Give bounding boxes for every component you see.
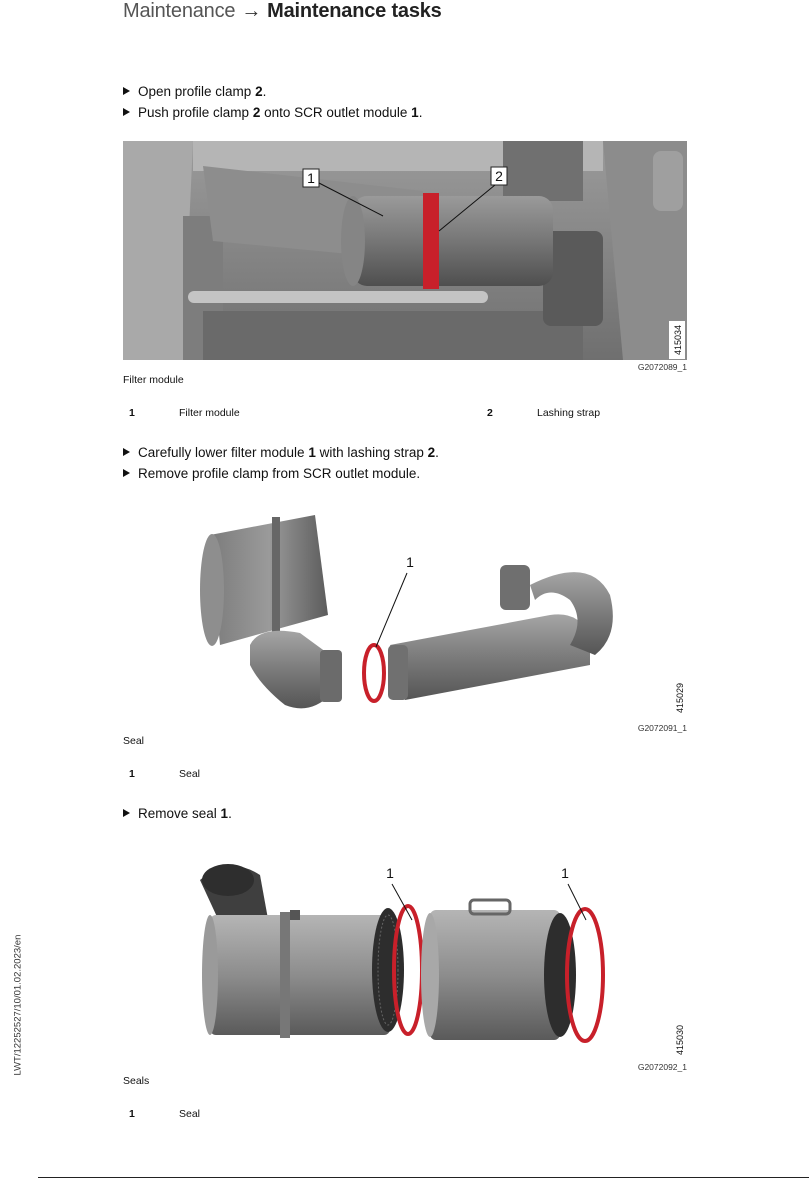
step-bullet-icon (123, 469, 130, 477)
figure-caption: Filter module (123, 374, 184, 386)
figure-graphic-id: G2072091_1 (637, 723, 687, 733)
figure-image-number: 415034 (673, 324, 683, 355)
step-bullet-icon (123, 448, 130, 456)
legend-number: 2 (487, 407, 493, 419)
step-text: . (228, 806, 232, 821)
figure-seals (190, 850, 687, 1060)
step-item (123, 806, 232, 821)
legend-number: 1 (129, 768, 135, 780)
step-text: Remove profile clamp from SCR outlet module. (138, 466, 421, 481)
step-item (123, 466, 420, 481)
legend-text: Seal (179, 1108, 201, 1120)
breadcrumb-section: Maintenance (123, 0, 236, 22)
step-item (123, 84, 266, 99)
legend-number: 1 (129, 407, 135, 419)
figure-graphic-id: G2072092_1 (637, 1062, 687, 1072)
legend-text: Seal (179, 768, 201, 780)
step-text: Open profile clamp (138, 84, 256, 99)
figure-callout: 1 (406, 554, 414, 570)
step-ref: 1 (220, 806, 229, 821)
seal-ring-highlight (364, 645, 384, 701)
breadcrumb-topic: Maintenance tasks (267, 0, 442, 22)
figure-callout: 1 (386, 865, 394, 881)
figure-seal (190, 505, 687, 721)
seals-illustration (190, 850, 687, 1060)
footer-divider (38, 1177, 809, 1178)
figure-image-number: 415030 (675, 1024, 685, 1055)
figure-graphic-id: G2072089_1 (637, 362, 687, 372)
step-ref: 2 (255, 84, 263, 99)
step-text: . (262, 84, 267, 99)
breadcrumb-arrow-icon: → (241, 0, 262, 22)
step-text: . (418, 105, 423, 120)
step-text: . (435, 445, 439, 460)
document-id-sidebar: LWT/12252527/10/01.02.2023/en (12, 934, 24, 1076)
figure-callout: 1 (307, 170, 315, 186)
figure-callout: 1 (561, 865, 569, 881)
step-bullet-icon (123, 87, 130, 95)
step-text: Push profile clamp (138, 105, 253, 120)
step-text: onto SCR outlet module (260, 105, 412, 120)
step-text: with lashing strap (315, 445, 428, 460)
legend-text: Lashing strap (537, 407, 601, 419)
filter-module-illustration (123, 141, 687, 360)
legend-text: Filter module (179, 407, 240, 419)
step-bullet-icon (123, 108, 130, 116)
figure-caption: Seals (123, 1075, 150, 1087)
step-ref: 2 (252, 105, 261, 120)
step-item (123, 445, 439, 460)
step-ref: 2 (427, 445, 436, 460)
breadcrumb-header (123, 0, 442, 23)
step-ref: 1 (308, 445, 316, 460)
figure-filter-module (123, 141, 687, 360)
step-bullet-icon (123, 809, 130, 817)
step-text: Remove seal (138, 806, 221, 821)
lashing-strap-highlight (423, 193, 439, 289)
step-ref: 1 (411, 105, 419, 120)
seal-illustration (190, 505, 687, 721)
figure-caption: Seal (123, 735, 145, 747)
step-text: Carefully lower filter module (138, 445, 309, 460)
figure-image-number: 415029 (675, 682, 685, 713)
legend-number: 1 (129, 1108, 135, 1120)
figure-callout: 2 (495, 168, 503, 184)
step-item (123, 105, 422, 120)
